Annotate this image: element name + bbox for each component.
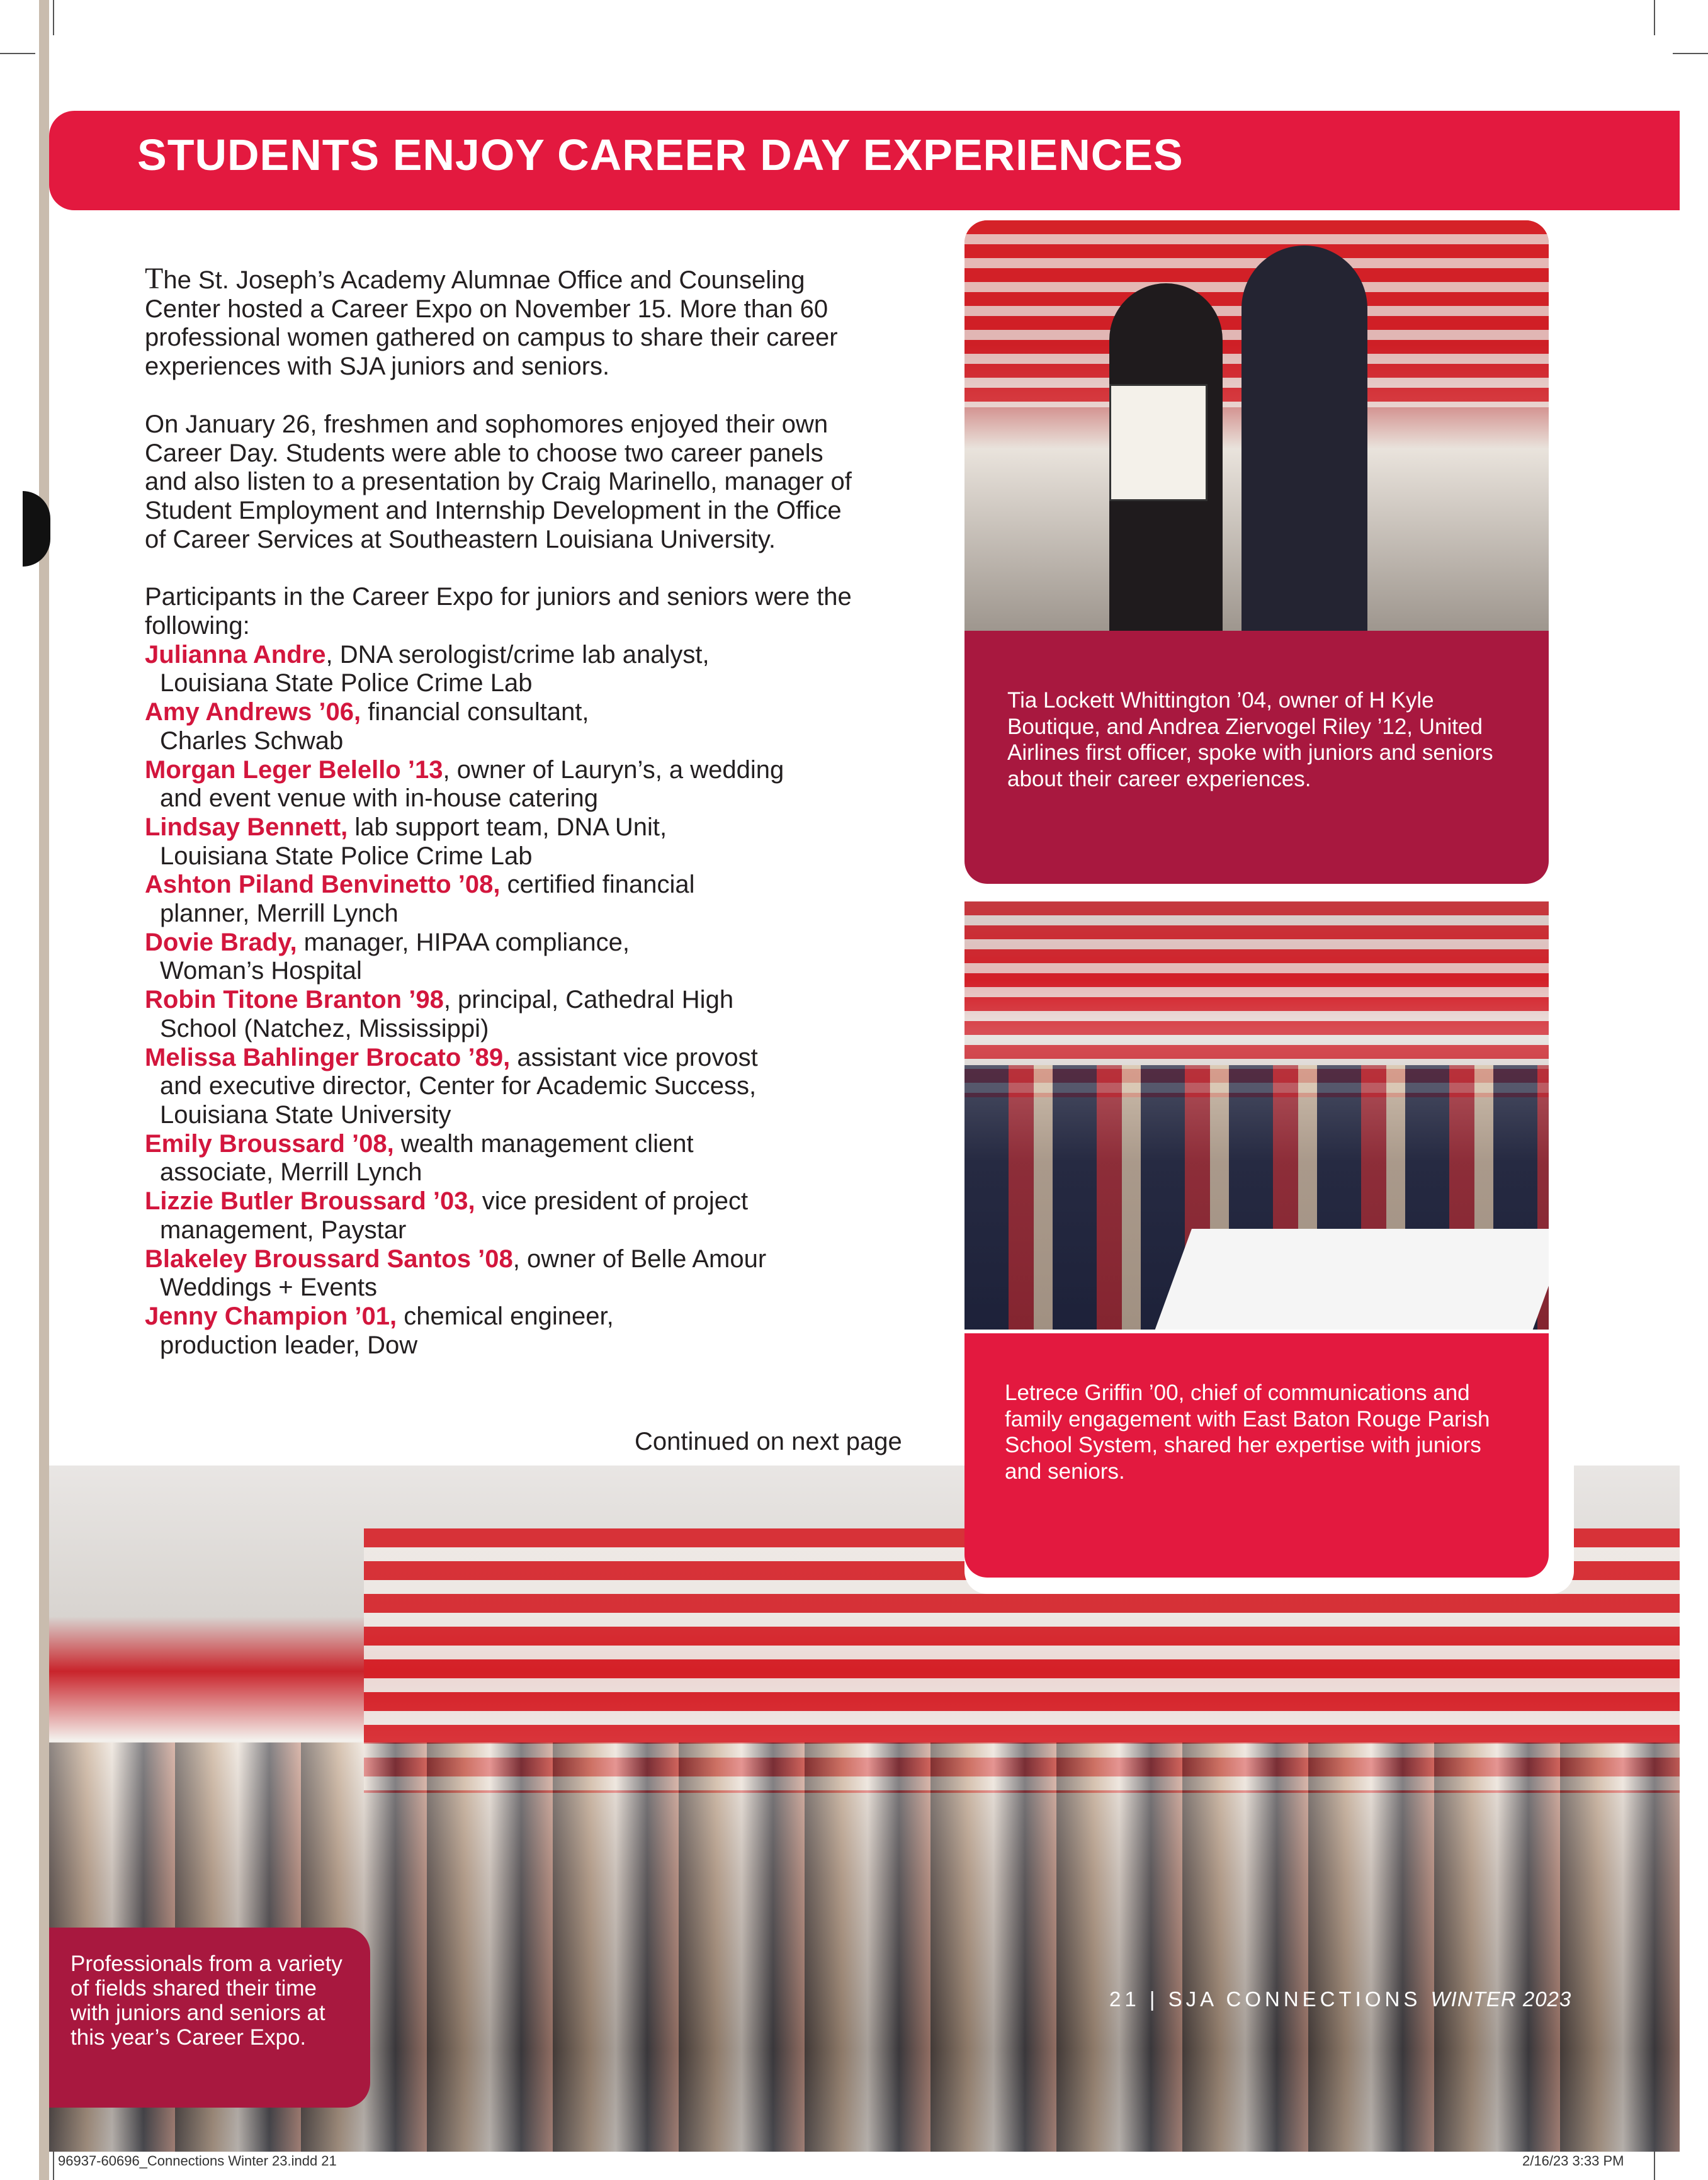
intro-paragraph: The St. Joseph’s Academy Alumnae Office and Counseling Center hosted a Career Expo on November 15. More than 60 professional women gathered on campus to share their career experiences with SJA juniors and seniors. — [145, 262, 838, 381]
crop-mark — [53, 0, 54, 35]
participant-role: manager, HIPAA compliance, — [297, 928, 630, 956]
list-item — [145, 871, 869, 928]
participant-name: Blakeley Broussard Santos ’08 — [145, 1245, 513, 1273]
participant-name: Jenny Champion ’01, — [145, 1302, 397, 1330]
participant-role: , principal, Cathedral High — [443, 986, 734, 1014]
article-body — [145, 264, 869, 1360]
participant-name: Dovie Brady, — [145, 928, 297, 956]
photo-caption — [49, 1928, 370, 2108]
participant-name: Amy Andrews ’06, — [145, 698, 361, 726]
participant-name: Lizzie Butler Broussard ’03, — [145, 1187, 475, 1216]
participant-org: Louisiana State Police Crime Lab — [160, 669, 533, 697]
continued-note: Continued on next page — [635, 1428, 902, 1455]
list-item — [145, 1187, 869, 1245]
crop-mark — [0, 53, 35, 54]
print-slug-date: 2/16/23 3:33 PM — [1522, 2153, 1624, 2169]
page-title: STUDENTS ENJOY CAREER DAY EXPERIENCES — [137, 130, 1184, 179]
list-item — [145, 756, 869, 813]
participant-name: Melissa Bahlinger Brocato ’89, — [145, 1043, 511, 1071]
participant-name: Julianna Andre — [145, 640, 326, 669]
list-item — [145, 1044, 869, 1130]
caption-text: Letrece Griffin ’00, chief of communications and family engagement with East Baton Rouge Parish School System, shared her expertise with juniors and seniors. — [1005, 1381, 1490, 1484]
list-item — [145, 929, 869, 986]
participant-name: Lindsay Bennett, — [145, 813, 348, 841]
participant-org: School (Natchez, Mississippi) — [160, 1014, 489, 1042]
participant-role: lab support team, DNA Unit, — [348, 813, 667, 841]
list-item — [145, 1302, 869, 1360]
crop-mark — [1673, 53, 1708, 54]
caption-text: Tia Lockett Whittington ’04, owner of H Kyle Boutique, and Andrea Ziervogel Riley ’12, United Airlines first officer, spoke with juniors and seniors about their career experiences. — [1007, 688, 1493, 791]
list-item — [145, 1245, 869, 1302]
page-edge-stripe — [39, 0, 49, 2180]
issue-season: WINTER 2023 — [1430, 1987, 1572, 2011]
participant-org: and executive director, Center for Academic Success, Louisiana State University — [160, 1072, 757, 1129]
person-figure — [1241, 246, 1367, 636]
participant-name: Morgan Leger Belello ’13 — [145, 755, 443, 784]
participant-role: , owner of Belle Amour — [512, 1245, 767, 1273]
participant-org: Charles Schwab — [160, 726, 344, 755]
page-folio — [1109, 1987, 1571, 2011]
participant-role: , DNA serologist/crime lab analyst, — [325, 640, 710, 669]
participant-list — [145, 641, 869, 1360]
participant-org: Louisiana State Police Crime Lab — [160, 842, 533, 870]
list-item — [145, 641, 869, 698]
participant-role: vice president of project — [475, 1187, 749, 1216]
print-slug-file: 96937-60696_Connections Winter 23.indd 21 — [58, 2153, 337, 2169]
caption-text: Professionals from a variety of fields shared their time with juniors and seniors at this year’s Career Expo. — [71, 1951, 342, 2050]
photo-caption — [964, 631, 1549, 884]
list-item — [145, 986, 869, 1043]
participant-name: Emily Broussard ’08, — [145, 1129, 394, 1158]
participant-role: , owner of Lauryn’s, a wedding — [443, 755, 784, 784]
participant-role: chemical engineer, — [397, 1302, 614, 1330]
participants-intro: Participants in the Career Expo for juniors and seniors were the following: — [145, 583, 852, 640]
display-table — [1153, 1229, 1549, 1336]
participant-name: Robin Titone Branton ’98 — [145, 986, 444, 1014]
participant-role: wealth management client — [393, 1129, 694, 1158]
section-header — [49, 111, 1680, 210]
participant-org: Weddings + Events — [160, 1274, 378, 1302]
participant-name: Ashton Piland Benvinetto ’08, — [145, 871, 501, 899]
photo-caption — [964, 1333, 1549, 1578]
intro-paragraph: On January 26, freshmen and sophomores enjoyed their own Career Day. Students were able to choose two career panels and also listen to a presentation by Craig Marinello, manager of Student Employment and Internship Development in the Office of Career Services at Southeastern Louisiana University. — [145, 410, 852, 553]
participant-role: financial consultant, — [361, 698, 589, 726]
page-number: 21 — [1109, 1987, 1140, 2011]
folio-separator: | — [1140, 1987, 1168, 2011]
participant-org: production leader, Dow — [160, 1331, 418, 1359]
participant-org: Woman’s Hospital — [160, 957, 362, 985]
table-sign — [1109, 384, 1207, 501]
participant-role: assistant vice provost — [510, 1043, 758, 1071]
publication-name: SJA CONNECTIONS — [1168, 1987, 1422, 2011]
photo-expo-table — [964, 901, 1549, 1336]
list-item — [145, 813, 869, 871]
participant-org: and event venue with in-house catering — [160, 784, 599, 813]
participant-org: management, Paystar — [160, 1216, 407, 1244]
participant-org: associate, Merrill Lynch — [160, 1158, 422, 1187]
photo-speakers — [964, 220, 1549, 636]
participant-role: certified financial — [500, 871, 695, 899]
list-item — [145, 1130, 869, 1187]
crop-mark — [1654, 0, 1655, 35]
participant-org: planner, Merrill Lynch — [160, 900, 399, 928]
list-item — [145, 698, 869, 755]
